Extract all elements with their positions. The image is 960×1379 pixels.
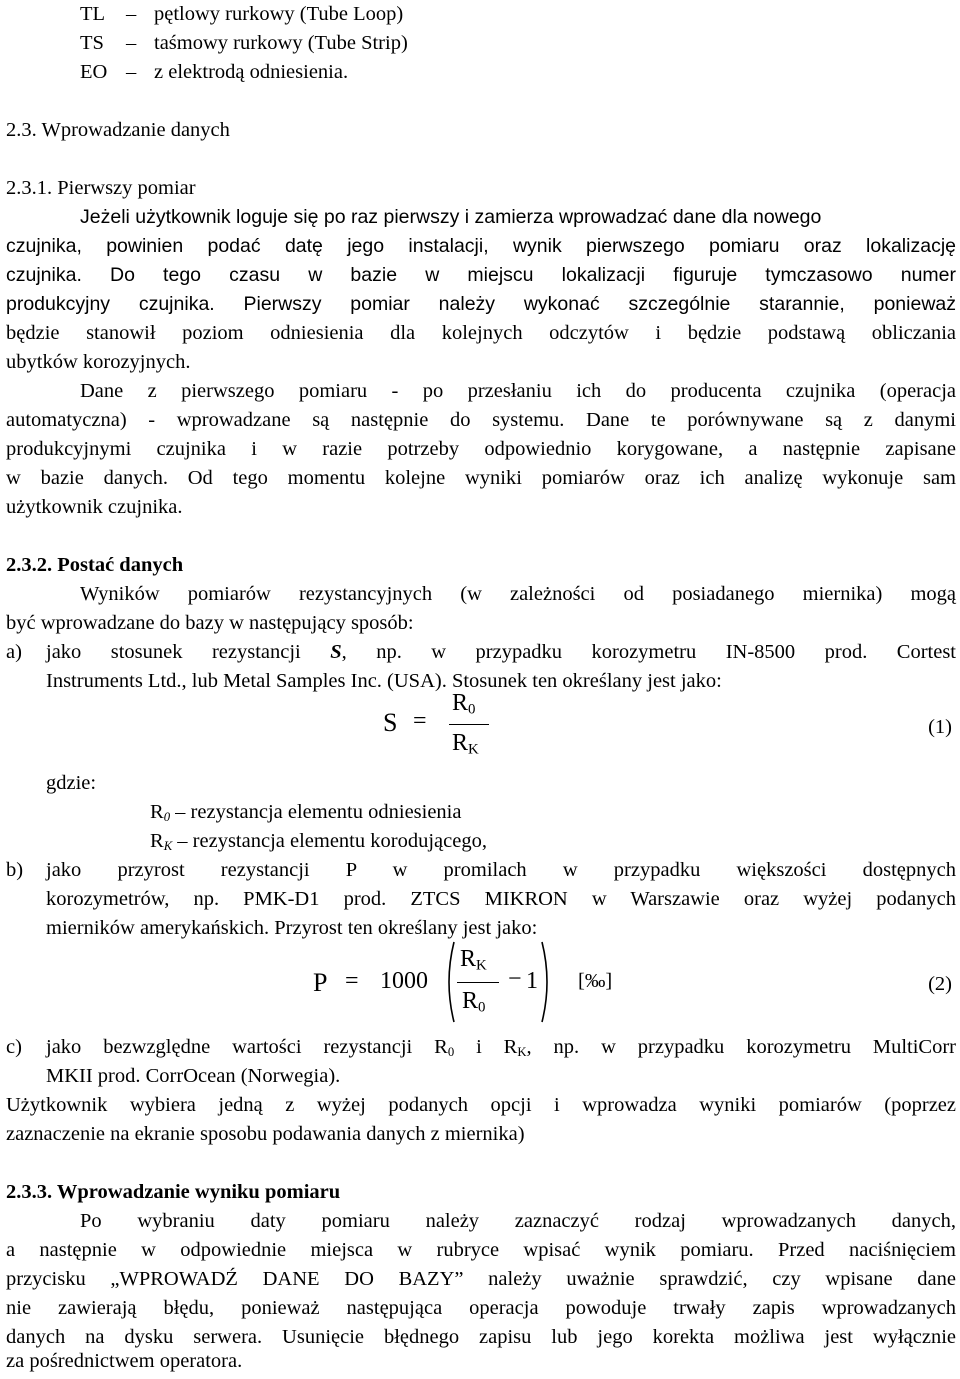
definition-rk xyxy=(150,827,487,856)
eq2-den-subscript: 0 xyxy=(478,999,486,1016)
eq1-denominator xyxy=(452,730,479,757)
text-line: Jeżeli użytkownik loguje się po raz pierwszy i zamierza wprowadzać dane dla nowego xyxy=(80,206,822,228)
text-line: automatyczna) - wprowadzane są następnie do systemu. Dane te porównywane są z danymi xyxy=(6,409,956,431)
abbr-code: EO xyxy=(80,61,108,83)
section-heading-2-3: 2.3. Wprowadzanie danych xyxy=(6,119,230,141)
eq1-lhs: S xyxy=(383,708,398,737)
def-text: – rezystancja elementu odniesienia xyxy=(170,801,462,823)
equation-number-1: (1) xyxy=(928,716,952,738)
def-symbol: R xyxy=(150,830,164,852)
text-segment: produkcyjny czujnika. Pierwszy pomiar należy wykonać szczególnie starannie, ponieważ xyxy=(6,293,956,315)
eq2-equals: = xyxy=(345,968,359,994)
abbr-desc: pętlowy rurkowy (Tube Loop) xyxy=(154,3,404,25)
abbr-dash: – xyxy=(126,61,137,83)
text-line: użytkownik czujnika. xyxy=(6,496,183,518)
subscript: K xyxy=(517,1045,527,1060)
eq2-one: 1 xyxy=(526,968,538,994)
list-label-b: b) xyxy=(6,859,24,881)
eq1-den-symbol: R xyxy=(452,730,469,756)
abbr-code: TL xyxy=(80,3,106,25)
abbr-ts xyxy=(80,29,408,58)
abbr-code: TS xyxy=(80,32,104,54)
text-line: Użytkownik wybiera jedną z wyżej podanych opcji i wprowadza wyniki pomiarów (poprzez xyxy=(6,1094,956,1116)
text-line: a następnie w odpowiednie miejsca w rubryce wpisać wynik pomiaru. Przed naciśnięciem xyxy=(6,1239,956,1261)
eq2-fraction-bar xyxy=(457,982,499,983)
eq2-num-symbol: R xyxy=(460,946,477,972)
eq1-den-subscript: K xyxy=(468,741,479,758)
eq2-unit: [‰] xyxy=(578,970,613,992)
text-line xyxy=(6,290,956,319)
eq1-fraction-bar xyxy=(449,724,489,725)
eq1-numerator xyxy=(452,690,475,717)
eq2-minus: − xyxy=(508,966,522,992)
where-label: gdzie: xyxy=(46,772,97,794)
section-heading-2-3-3: 2.3.3. Wprowadzanie wyniku pomiaru xyxy=(6,1181,341,1203)
text-line: produkcyjnymi czujnika i w razie potrzeby odpowiednio korygowane, a następnie zapisane xyxy=(6,438,956,460)
list-item-b-line2: korozymetrów, np. PMK-D1 prod. ZTCS MIKRON w Warszawie oraz wyżej podanych xyxy=(46,888,956,910)
def-subscript: K xyxy=(163,839,173,854)
def-text: – rezystancja elementu korodującego, xyxy=(172,830,487,852)
list-item-c-line1 xyxy=(46,1033,956,1062)
text-line: czujnika, powinien podać datę jego instalacji, wynik pierwszego pomiaru oraz lokalizację xyxy=(6,235,956,257)
list-label-c: c) xyxy=(6,1036,22,1058)
abbr-eo xyxy=(80,58,348,87)
def-subscript: 0 xyxy=(163,810,171,825)
list-item-a-line2: Instruments Ltd., lub Metal Samples Inc. (USA). Stosunek ten określany jest jako: xyxy=(46,670,722,692)
list-item-b-line1: jako przyrost rezystancji P w promilach w przypadku większości dostępnych xyxy=(46,859,956,881)
eq1-equals: = xyxy=(413,708,427,734)
text-line: ubytków korozyjnych. xyxy=(6,351,191,373)
abbr-tl xyxy=(80,0,403,29)
text-line: Wyników pomiarów rezystancyjnych (w zależności od posiadanego miernika) mogą xyxy=(80,583,956,605)
eq1-num-symbol: R xyxy=(452,690,469,716)
definition-r0 xyxy=(150,798,461,827)
symbol-s: S xyxy=(330,641,342,663)
text-line: będzie stanowił poziom odniesienia dla kolejnych odczytów i będzie podstawą obliczania xyxy=(6,322,956,344)
abbr-desc: z elektrodą odniesienia. xyxy=(154,61,349,83)
eq1-num-subscript: 0 xyxy=(468,701,476,718)
subscript: 0 xyxy=(447,1045,455,1060)
list-item-c-line2: MKII prod. CorrOcean (Norwegia). xyxy=(46,1065,341,1087)
def-symbol: R xyxy=(150,801,164,823)
text-line: w bazie danych. Od tego momentu kolejne wyniki pomiarów oraz ich analizę wykonuje sam xyxy=(6,467,956,489)
eq2-num-subscript: K xyxy=(476,957,487,974)
section-heading-2-3-1: 2.3.1. Pierwszy pomiar xyxy=(6,177,196,199)
abbr-dash: – xyxy=(126,32,137,54)
eq2-denominator xyxy=(462,988,485,1015)
eq2-den-symbol: R xyxy=(462,988,479,1014)
text-line: danych na dysku serwera. Usunięcie błędnego zapisu lub jego korekta możliwa jest wyłącznie xyxy=(6,1326,956,1348)
list-item-a-line1 xyxy=(46,638,956,667)
text-line: nie zawierają błędu, ponieważ następująca operacja powoduje trwały zapis wprowadzanych xyxy=(6,1297,956,1319)
eq2-left-paren xyxy=(442,940,456,1024)
eq2-lhs: P xyxy=(313,968,328,997)
eq2-right-paren xyxy=(540,940,554,1024)
text-segment: jako stosunek rezystancji xyxy=(46,641,331,663)
text-line: Dane z pierwszego pomiaru - po przesłaniu ich do producenta czujnika (operacja xyxy=(80,380,956,402)
text-line: zaznaczenie na ekranie sposobu podawania danych z miernika) xyxy=(6,1123,525,1145)
text-line: czujnika. Do tego czasu w bazie w miejscu lokalizacji figuruje tymczasowo numer xyxy=(6,264,956,286)
list-item-b-line3: mierników amerykańskich. Przyrost ten określany jest jako: xyxy=(46,917,538,939)
text-line: być wprowadzane do bazy w następujący sposób: xyxy=(6,612,414,634)
text-segment: , np. w przypadku korozymetru IN-8500 prod. Cortest xyxy=(341,641,956,663)
eq2-factor: 1000 xyxy=(380,968,428,994)
text-segment: , np. w przypadku korozymetru MultiCorr xyxy=(526,1036,956,1058)
text-segment: i R xyxy=(454,1036,518,1058)
eq2-numerator xyxy=(460,946,487,973)
text-segment: jako bezwzględne wartości rezystancji R xyxy=(46,1036,448,1058)
equation-number-2: (2) xyxy=(928,973,952,995)
text-line: za pośrednictwem operatora. xyxy=(6,1350,243,1372)
section-heading-2-3-2: 2.3.2. Postać danych xyxy=(6,554,184,576)
text-line: przycisku „WPROWADŹ DANE DO BAZY” należy uważnie sprawdzić, czy wpisane dane xyxy=(6,1268,956,1290)
abbr-desc: taśmowy rurkowy (Tube Strip) xyxy=(154,32,408,54)
abbr-dash: – xyxy=(126,3,137,25)
list-label-a: a) xyxy=(6,641,22,663)
text-line: Po wybraniu daty pomiaru należy zaznaczyć rodzaj wprowadzanych danych, xyxy=(80,1210,956,1232)
